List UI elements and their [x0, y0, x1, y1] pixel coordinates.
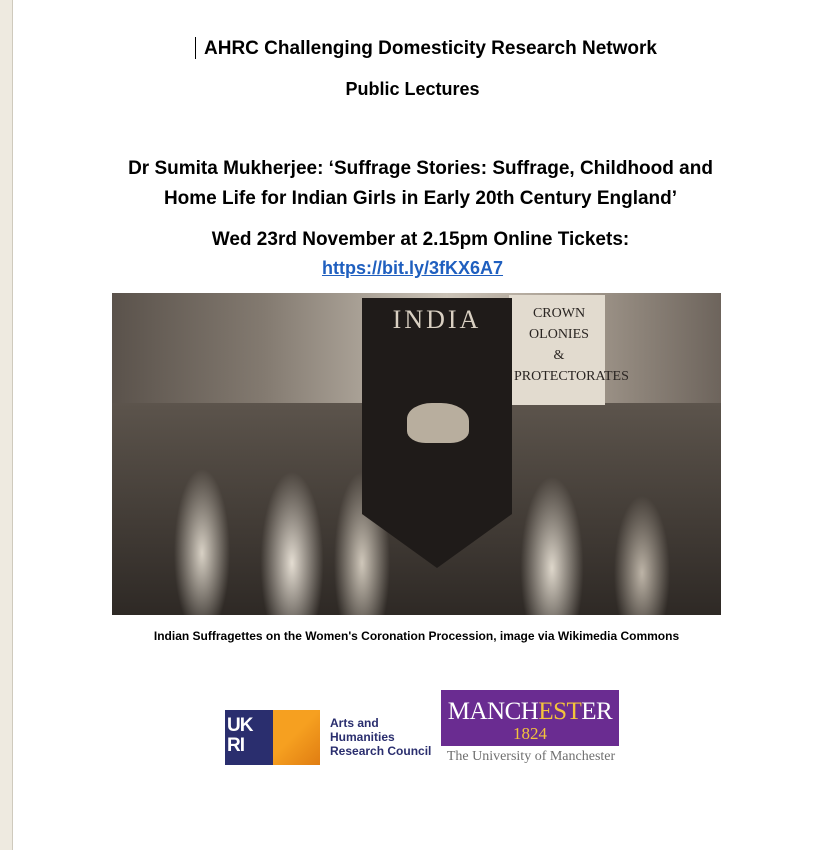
manchester-logo-subtitle: The University of Manchester: [446, 749, 616, 764]
india-banner-text: INDIA: [392, 305, 482, 334]
photo-caption: Indian Suffragettes on the Women's Coronation Procession, image via Wikimedia Commons: [153, 629, 680, 643]
document-page: [12, 0, 831, 850]
manchester-name-est: EST: [538, 698, 582, 725]
ahrc-line: Research Council: [330, 744, 432, 758]
ticket-link-line: [3, 258, 822, 279]
elephant-icon: [407, 403, 469, 443]
manchester-logo-year: 1824: [513, 724, 547, 743]
ukri-logo-text: UK RI: [227, 715, 253, 756]
sign-line: &: [553, 348, 565, 363]
manchester-name-pre: MANCH: [447, 698, 539, 725]
sign-line: CROWN: [532, 306, 586, 321]
sign-text: [514, 303, 629, 387]
ukri-logo: [225, 710, 320, 765]
suffragette-photo: [112, 293, 721, 615]
ukri-logo-wedge: [273, 710, 320, 765]
network-title: AHRC Challenging Domesticity Research Network: [204, 38, 657, 59]
ticket-link[interactable]: https://bit.ly/3fKX6A7: [321, 258, 504, 278]
manchester-logo-name: [441, 698, 619, 726]
ahrc-logo-text: [330, 716, 431, 758]
talk-title-line-2: Home Life for Indian Girls in Early 20th Century England’: [163, 188, 678, 209]
ahrc-line: Humanities: [330, 730, 395, 744]
sign-line: OLONIES: [529, 327, 589, 342]
manchester-name-post: ER: [581, 698, 613, 725]
sign-line: PROTECTORATES: [514, 369, 629, 384]
talk-title-line-1: Dr Sumita Mukherjee: ‘Suffrage Stories: Suffrage, Childhood and: [128, 158, 713, 179]
series-title: Public Lectures: [345, 79, 480, 99]
event-date: Wed 23rd November at 2.15pm Online Tickets:: [211, 229, 630, 250]
ahrc-line: Arts and: [330, 716, 379, 730]
